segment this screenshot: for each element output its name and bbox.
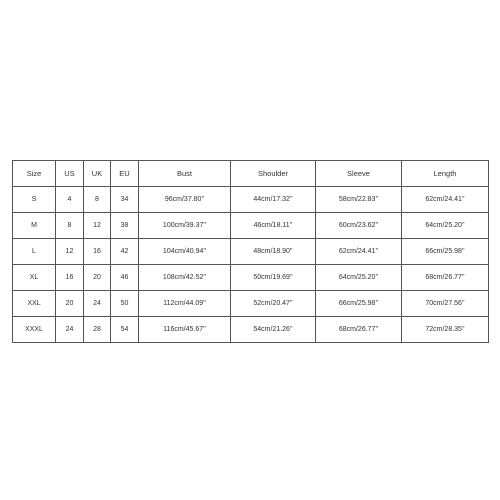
table-row	[13, 265, 489, 291]
cell-length: 68cm/26.77''	[402, 265, 489, 291]
cell-sleeve: 64cm/25.20''	[316, 265, 402, 291]
table-row	[13, 239, 489, 265]
cell-length: 62cm/24.41''	[402, 187, 489, 213]
cell-bust: 104cm/40.94''	[139, 239, 231, 265]
cell-us: 20	[56, 291, 84, 317]
header-eu: EU	[111, 161, 139, 187]
cell-size: XL	[13, 265, 56, 291]
cell-size: S	[13, 187, 56, 213]
table-row	[13, 317, 489, 343]
cell-length: 72cm/28.35''	[402, 317, 489, 343]
cell-bust: 96cm/37.80''	[139, 187, 231, 213]
cell-shoulder: 50cm/19.69''	[231, 265, 316, 291]
cell-eu: 38	[111, 213, 139, 239]
cell-shoulder: 44cm/17.32''	[231, 187, 316, 213]
cell-eu: 42	[111, 239, 139, 265]
cell-uk: 28	[84, 317, 111, 343]
table-row	[13, 291, 489, 317]
cell-bust: 108cm/42.52''	[139, 265, 231, 291]
table-row	[13, 187, 489, 213]
cell-length: 70cm/27.56''	[402, 291, 489, 317]
cell-length: 64cm/25.20''	[402, 213, 489, 239]
cell-us: 4	[56, 187, 84, 213]
cell-eu: 46	[111, 265, 139, 291]
cell-uk: 12	[84, 213, 111, 239]
cell-sleeve: 66cm/25.98''	[316, 291, 402, 317]
cell-uk: 8	[84, 187, 111, 213]
cell-us: 24	[56, 317, 84, 343]
cell-uk: 20	[84, 265, 111, 291]
cell-eu: 54	[111, 317, 139, 343]
header-length: Length	[402, 161, 489, 187]
cell-size: M	[13, 213, 56, 239]
header-sleeve: Sleeve	[316, 161, 402, 187]
cell-sleeve: 62cm/24.41''	[316, 239, 402, 265]
cell-sleeve: 58cm/22.83''	[316, 187, 402, 213]
header-row	[13, 161, 489, 187]
cell-size: XXXL	[13, 317, 56, 343]
header-us: US	[56, 161, 84, 187]
cell-bust: 100cm/39.37''	[139, 213, 231, 239]
cell-shoulder: 54cm/21.26''	[231, 317, 316, 343]
cell-uk: 16	[84, 239, 111, 265]
size-chart-table	[12, 160, 489, 343]
cell-us: 16	[56, 265, 84, 291]
cell-size: L	[13, 239, 56, 265]
cell-us: 12	[56, 239, 84, 265]
cell-bust: 116cm/45.67''	[139, 317, 231, 343]
cell-bust: 112cm/44.09''	[139, 291, 231, 317]
cell-sleeve: 60cm/23.62''	[316, 213, 402, 239]
cell-eu: 50	[111, 291, 139, 317]
cell-length: 66cm/25.98''	[402, 239, 489, 265]
cell-shoulder: 52cm/20.47''	[231, 291, 316, 317]
header-shoulder: Shoulder	[231, 161, 316, 187]
cell-uk: 24	[84, 291, 111, 317]
cell-shoulder: 46cm/18.11''	[231, 213, 316, 239]
cell-eu: 34	[111, 187, 139, 213]
header-uk: UK	[84, 161, 111, 187]
cell-sleeve: 68cm/26.77''	[316, 317, 402, 343]
cell-us: 8	[56, 213, 84, 239]
header-size: Size	[13, 161, 56, 187]
table-row	[13, 213, 489, 239]
cell-size: XXL	[13, 291, 56, 317]
cell-shoulder: 48cm/18.90''	[231, 239, 316, 265]
header-bust: Bust	[139, 161, 231, 187]
